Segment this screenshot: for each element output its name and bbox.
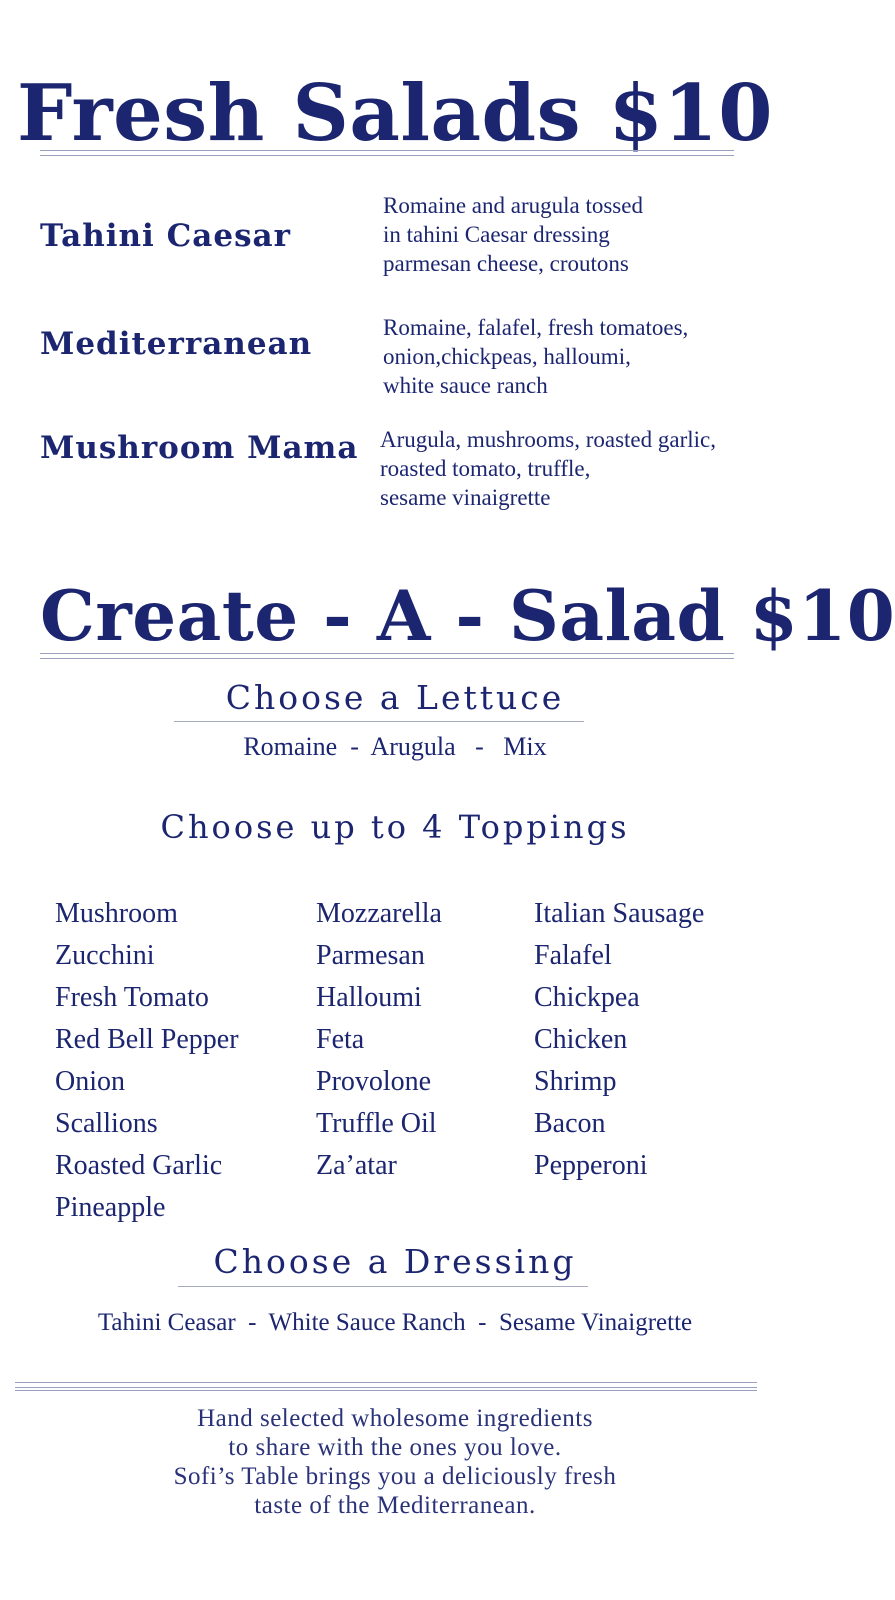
topping-item: Pineapple — [55, 1192, 166, 1223]
footer-divider-extra — [15, 1390, 757, 1391]
lettuce-heading: Choose a Lettuce — [225, 678, 565, 717]
topping-item: Bacon — [534, 1108, 606, 1139]
footer-line: to share with the ones you love. — [228, 1434, 562, 1461]
topping-item: Chicken — [534, 1024, 628, 1055]
menu-item-name: Tahini Caesar — [40, 218, 291, 254]
topping-item: Pepperoni — [534, 1150, 648, 1181]
toppings-heading: Choose up to 4 Toppings — [160, 808, 630, 846]
topping-item: Fresh Tomato — [55, 982, 209, 1013]
topping-item: Mozzarella — [316, 898, 442, 929]
topping-item: Scallions — [55, 1108, 158, 1139]
topping-item: Roasted Garlic — [55, 1150, 223, 1181]
menu-item-description: Arugula, mushrooms, roasted garlic, roasted tomato, truffle, sesame vinaigrette — [380, 427, 716, 510]
heading-underline — [178, 1286, 588, 1287]
topping-item: Chickpea — [534, 982, 640, 1013]
topping-item: Mushroom — [55, 898, 178, 929]
topping-item: Onion — [55, 1066, 125, 1097]
topping-item: Parmesan — [316, 940, 425, 971]
lettuce-options: Romaine - Arugula - Mix — [243, 732, 547, 761]
title-divider — [40, 653, 734, 659]
topping-item: Zucchini — [55, 940, 155, 971]
dressing-heading: Choose a Dressing — [213, 1242, 577, 1281]
footer-line: taste of the Mediterranean. — [254, 1492, 536, 1519]
fresh-salads-title: Fresh Salads $10 — [17, 68, 773, 159]
toppings-column-proteins — [534, 893, 704, 1187]
topping-item: Truffle Oil — [316, 1108, 437, 1139]
menu-item-name: Mushroom Mama — [40, 430, 359, 466]
topping-item: Provolone — [316, 1066, 432, 1097]
footer-tagline — [0, 1404, 790, 1520]
footer-line: Sofi’s Table brings you a deliciously fresh — [173, 1463, 617, 1490]
toppings-column-vegetables — [55, 893, 239, 1229]
menu-item-name: Mediterranean — [40, 326, 313, 362]
dressing-options: Tahini Ceasar - White Sauce Ranch - Sesame Vinaigrette — [97, 1309, 693, 1336]
topping-item: Za’atar — [316, 1150, 397, 1181]
topping-item: Falafel — [534, 940, 612, 971]
heading-underline — [174, 721, 584, 722]
title-divider — [40, 150, 734, 156]
create-a-salad-title: Create - A - Salad $10 — [40, 576, 895, 657]
topping-item: Feta — [316, 1024, 365, 1055]
topping-item: Shrimp — [534, 1066, 617, 1097]
footer-divider — [15, 1382, 757, 1388]
menu-item-description: Romaine and arugula tossed in tahini Caesar dressing parmesan cheese, croutons — [383, 193, 643, 276]
footer-line: Hand selected wholesome ingredients — [197, 1405, 593, 1432]
topping-item: Red Bell Pepper — [55, 1024, 239, 1055]
menu-item-description: Romaine, falafel, fresh tomatoes, onion,chickpeas, halloumi, white sauce ranch — [383, 315, 689, 398]
topping-item: Italian Sausage — [534, 898, 705, 929]
topping-item: Halloumi — [316, 982, 422, 1013]
toppings-column-cheeses — [316, 893, 442, 1187]
